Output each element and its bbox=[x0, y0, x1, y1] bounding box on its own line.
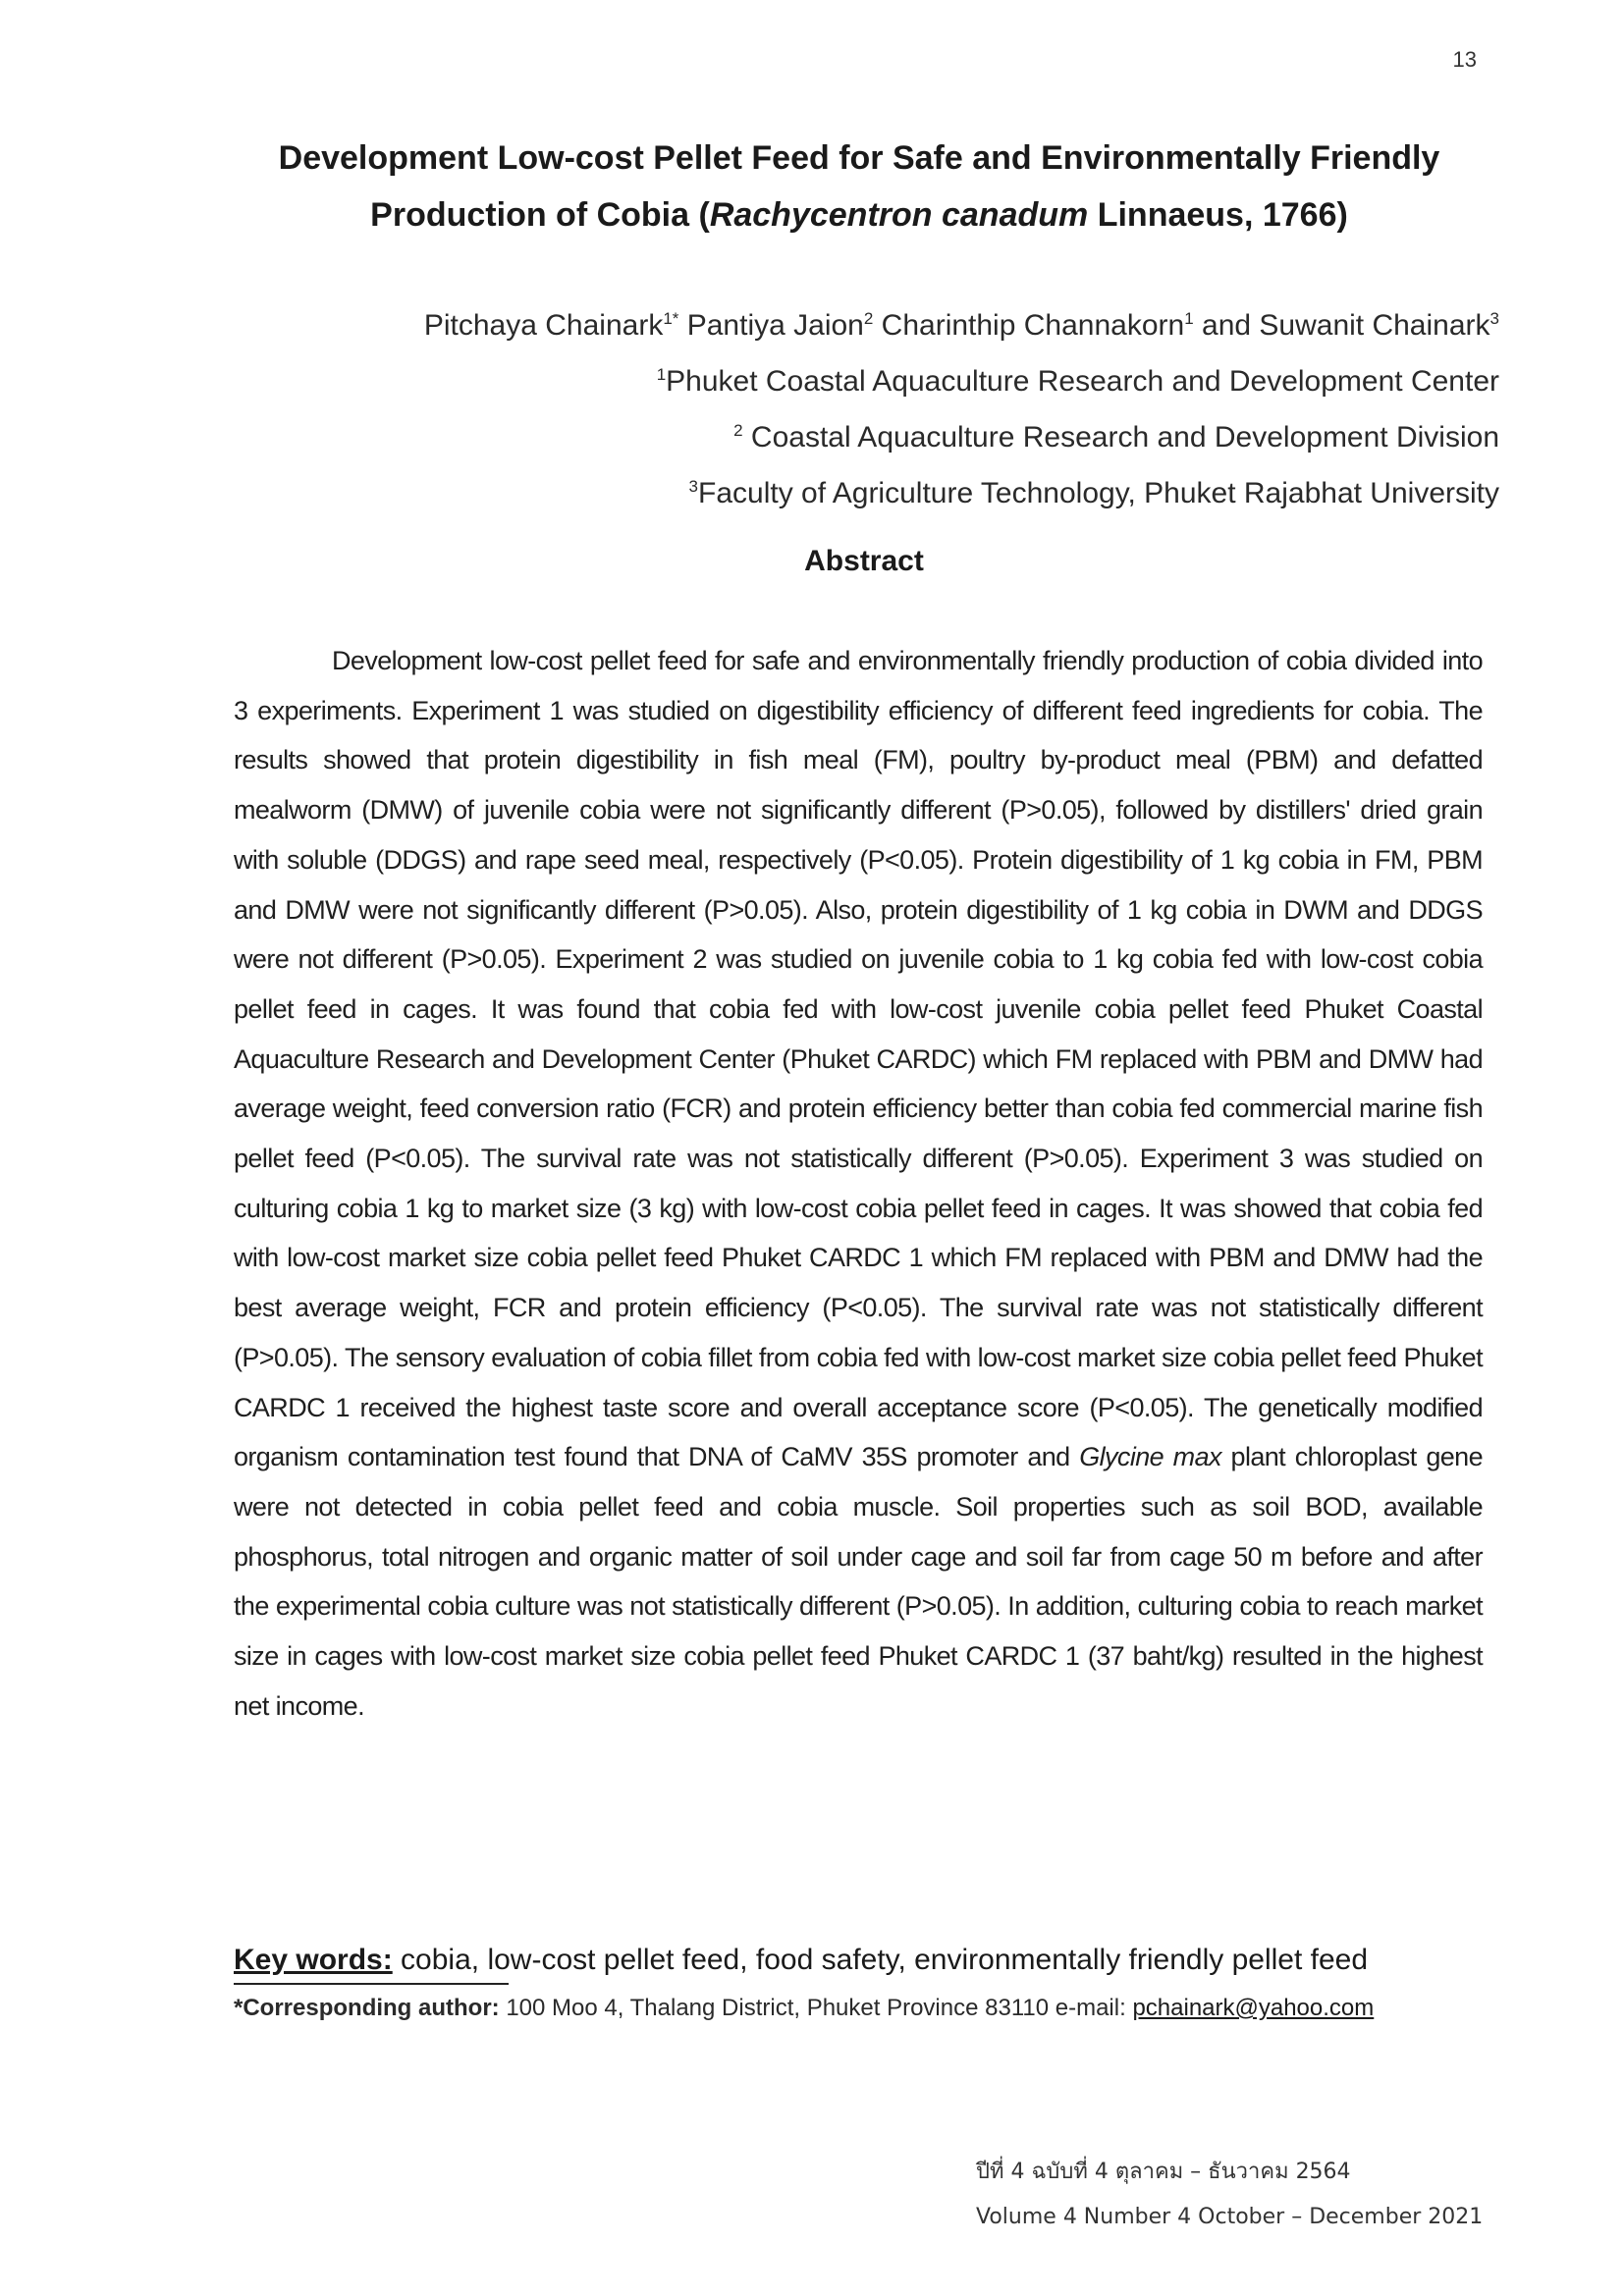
corresponding-label: *Corresponding author: bbox=[234, 1995, 500, 2021]
author-name: and Suwanit Chainark bbox=[1193, 309, 1490, 342]
affiliation-sup: 1 bbox=[656, 365, 667, 384]
title-line-1: Development Low-cost Pellet Feed for Safe and Environmentally Friendly bbox=[278, 139, 1440, 177]
title-line-2 bbox=[196, 187, 1522, 243]
title-suffix: Linnaeus, 1766) bbox=[1088, 196, 1348, 234]
abstract-text-part1: Development low-cost pellet feed for safe and environmentally friendly production of cobia divided into 3 experiments. Experiment 1 was studied on digestibility efficiency of different feed ingredients for cobia. The results showed that protein digestibility in fish meal (FM), poultry by-product meal (PBM) and defatted mealworm (DMW) of juvenile cobia were not significantly different (P>0.05), followed by distillers' dried grain with soluble (DDGS) and rape seed meal, respectively (P<0.05). Protein digestibility of 1 kg cobia in FM, PBM and DMW were not significantly different (P>0.05). Also, protein digestibility of 1 kg cobia in DWM and DDGS were not different (P>0.05). Experiment 2 was studied on juvenile cobia to 1 kg cobia fed with low-cost cobia pellet feed in cages. It was found that cobia fed with low-cost juvenile cobia pellet feed Phuket Coastal Aquaculture Research and Development Center (Phuket CARDC) which FM replaced with PBM and DMW had average weight, feed conversion ratio (FCR) and protein efficiency better than cobia fed commercial marine fish pellet feed (P<0.05). The survival rate was not statistically different (P>0.05). Experiment 3 was studied on culturing cobia 1 kg to market size (3 kg) with low-cost cobia pellet feed in cages. It was showed that cobia fed with low-cost market size cobia pellet feed Phuket CARDC 1 which FM replaced with PBM and DMW had the best average weight, FCR and protein efficiency (P<0.05). The survival rate was not statistically different (P>0.05). The sensory evaluation of cobia fillet from cobia fed with low-cost market size cobia pellet feed Phuket CARDC 1 received the highest taste score and overall acceptance score (P<0.05). The genetically modified organism contamination test found that DNA of CaMV 35S promoter and bbox=[234, 646, 1483, 1472]
page-number: 13 bbox=[1452, 47, 1477, 72]
author-sup: 3 bbox=[1489, 309, 1499, 328]
email-link[interactable]: pchainark@yahoo.com bbox=[1132, 1995, 1375, 2021]
affiliation-text: Coastal Aquaculture Research and Development Division bbox=[742, 421, 1499, 454]
affiliation-sup: 3 bbox=[688, 477, 699, 496]
affiliation-text: Phuket Coastal Aquaculture Research and Development Center bbox=[666, 365, 1499, 398]
author-name: Charinthip Channakorn bbox=[873, 309, 1185, 342]
abstract-heading: Abstract bbox=[804, 545, 924, 577]
abstract-body bbox=[234, 636, 1483, 1731]
footer-english: Volume 4 Number 4 October – December 2021 bbox=[976, 2205, 1484, 2229]
paper-title bbox=[196, 130, 1522, 243]
abstract-text-part2: plant chloroplast gene were not detected in cobia pellet feed and cobia muscle. Soil properties such as soil BOD, available phosphorus, total nitrogen and organic matter of soil under cage and soil far from cage 50 m before and after the experimental cobia culture was not statistically different (P>0.05). In addition, culturing cobia to reach market size in cages with low-cost market size cobia pellet feed Phuket CARDC 1 (37 baht/kg) resulted in the highest net income. bbox=[234, 1442, 1483, 1721]
footnote-rule bbox=[234, 1983, 509, 1985]
affiliation-2 bbox=[223, 406, 1499, 462]
affiliation-sup: 2 bbox=[733, 421, 743, 440]
affiliation-text: Faculty of Agriculture Technology, Phuket Rajabhat University bbox=[698, 477, 1499, 509]
keywords-text: cobia, low-cost pellet feed, food safety, environmentally friendly pellet feed bbox=[392, 1944, 1369, 1976]
affiliation-3 bbox=[223, 462, 1499, 518]
author-name: Pitchaya Chainark bbox=[423, 309, 664, 342]
author-sup: 2 bbox=[863, 309, 874, 328]
keywords bbox=[234, 1939, 1483, 1982]
corresponding-address: 100 Moo 4, Thalang District, Phuket Province 83110 e-mail: bbox=[499, 1995, 1133, 2021]
abstract-paragraph bbox=[234, 636, 1483, 1731]
author-list bbox=[223, 294, 1499, 350]
corresponding-author bbox=[234, 1991, 1510, 2026]
affiliation-1 bbox=[223, 350, 1499, 406]
abstract-species: Glycine max bbox=[1079, 1442, 1221, 1472]
journal-footer bbox=[976, 2150, 1526, 2240]
authors-affiliations bbox=[223, 294, 1499, 518]
author-sup: 1* bbox=[663, 309, 679, 328]
title-prefix: Production of Cobia ( bbox=[370, 196, 710, 234]
footer-thai: ปีที่ 4 ฉบับที่ 4 ตุลาคม – ธันวาคม 2564 bbox=[976, 2160, 1351, 2184]
title-species: Rachycentron canadum bbox=[709, 196, 1089, 234]
keywords-label: Key words: bbox=[234, 1944, 393, 1976]
author-sup: 1 bbox=[1184, 309, 1194, 328]
author-name: Pantiya Jaion bbox=[678, 309, 864, 342]
